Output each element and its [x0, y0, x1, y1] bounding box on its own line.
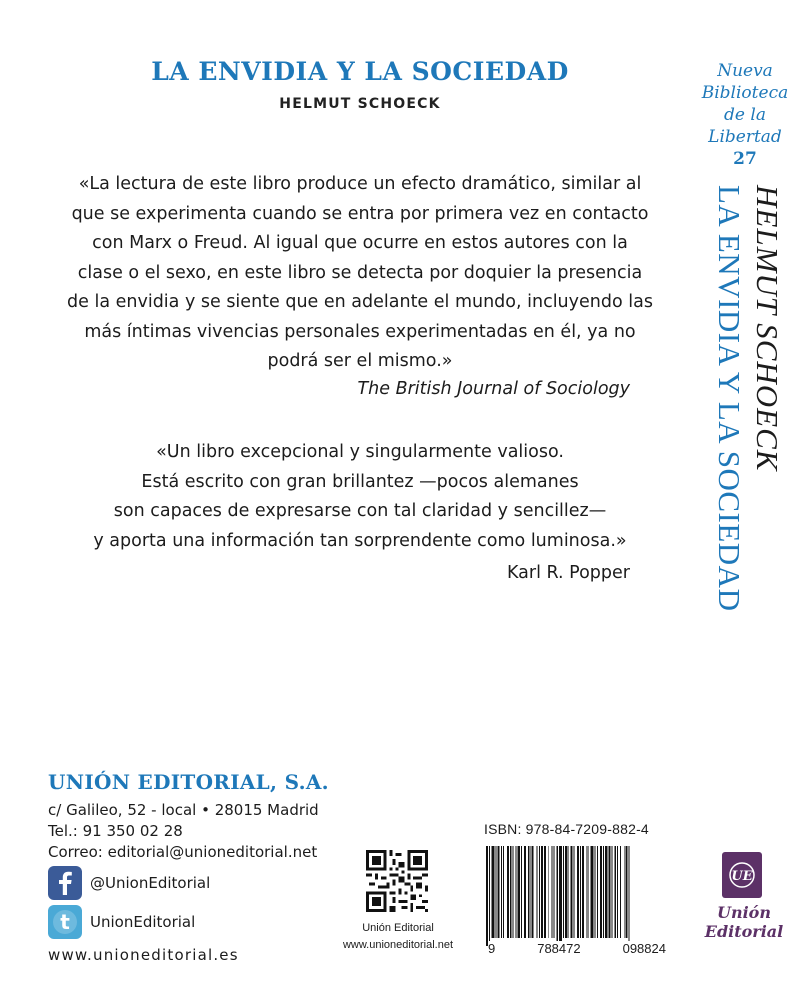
- barcode-bar: [571, 846, 573, 938]
- barcode-bar: [517, 846, 520, 938]
- series-line: de la: [724, 105, 766, 125]
- publisher-email: Correo: editorial@unioneditorial.net: [48, 843, 318, 861]
- series-line: Libertad: [708, 127, 782, 147]
- barcode-bar: [541, 846, 543, 938]
- quote-line: podrá ser el mismo.»: [267, 351, 453, 371]
- qr-caption-name: Unión Editorial: [362, 922, 434, 934]
- barcode-bar: [629, 846, 630, 946]
- barcode-bar: [532, 846, 534, 938]
- barcode-digit-group1: 788472: [537, 941, 581, 956]
- spine-author: HELMUT SCHOECK: [750, 185, 785, 472]
- barcode-bar: [489, 846, 490, 946]
- barcode-bar: [528, 846, 529, 938]
- spine-text: [702, 185, 792, 660]
- quote-source-popper: Karl R. Popper: [507, 563, 630, 583]
- quote-line: y aporta una información tan sorprendente como luminosa.»: [93, 530, 627, 551]
- barcode-bar: [609, 846, 611, 938]
- quote-line: clase o el sexo, en este libro se detecta por doquier la presencia: [77, 262, 643, 283]
- barcode-bar: [586, 846, 587, 938]
- barcode-bar: [510, 846, 512, 938]
- barcode-bar: [591, 846, 594, 938]
- facebook-icon: [48, 866, 82, 900]
- twitter-row[interactable]: [48, 905, 195, 939]
- quote-line: más íntimas vivencias personales experimentadas en él, ya no: [84, 321, 636, 342]
- spine-title: LA ENVIDIA Y LA SOCIEDAD: [712, 185, 747, 612]
- barcode-bar: [600, 846, 602, 938]
- barcode-bar: [521, 846, 522, 938]
- barcode-bar: [582, 846, 584, 938]
- book-author: HELMUT SCHOECK: [279, 96, 441, 112]
- facebook-handle[interactable]: @UnionEditorial: [90, 874, 211, 892]
- barcode-bar: [544, 846, 546, 938]
- logo-line-1: Unión: [717, 903, 771, 922]
- quote-line: con Marx o Freud. Al igual que ocurre en estos autores con la: [92, 233, 628, 253]
- barcode-bar: [497, 846, 499, 938]
- barcode-bar: [597, 846, 598, 938]
- barcode-bar: [513, 846, 514, 938]
- barcode-bar: [553, 846, 554, 938]
- barcode-bar: [515, 846, 516, 938]
- barcode-bar: [507, 846, 509, 938]
- barcode-bar: [573, 846, 574, 938]
- barcode-bar: [577, 846, 579, 938]
- qr-code: [366, 850, 428, 912]
- barcode-bar: [559, 846, 562, 946]
- barcode-bar: [568, 846, 569, 938]
- barcode-bar: [501, 846, 502, 938]
- quote-line: «Un libro excepcional y singularmente valioso.: [156, 442, 564, 462]
- quote-line: Está escrito con gran brillantez —pocos alemanes: [141, 471, 579, 492]
- barcode-bar: [563, 846, 564, 938]
- publisher-name: UNIÓN EDITORIAL, S.A.: [48, 770, 329, 794]
- twitter-icon: [48, 905, 82, 939]
- twitter-handle[interactable]: UnionEditorial: [90, 913, 196, 931]
- quote-line: «La lectura de este libro produce un efecto dramático, similar al: [78, 174, 642, 194]
- quote-source-british-journal: The British Journal of Sociology: [357, 379, 630, 399]
- series-line: Biblioteca: [701, 83, 789, 103]
- publisher-phone: Tel.: 91 350 02 28: [48, 822, 183, 840]
- barcode-bar: [548, 846, 549, 938]
- qr-caption-url: www.unioneditorial.net: [342, 939, 454, 951]
- facebook-row[interactable]: [48, 866, 210, 900]
- barcode-bar: [594, 846, 595, 938]
- publisher-address: c/ Galileo, 52 - local • 28015 Madrid: [48, 801, 319, 819]
- barcode-digits: [488, 941, 666, 956]
- spine-rotated: [702, 185, 792, 660]
- book-title: LA ENVIDIA Y LA SOCIEDAD: [151, 57, 569, 86]
- series-line: Nueva: [717, 61, 773, 81]
- quote-british-journal: [60, 170, 660, 377]
- series-number: 27: [733, 149, 757, 169]
- barcode-bar: [588, 846, 589, 938]
- logo-mark: UE: [731, 869, 753, 884]
- quote-popper: [60, 438, 660, 556]
- quote-line: que se experimenta cuando se entra por primera vez en contacto: [71, 203, 649, 224]
- barcode-bar: [503, 846, 504, 938]
- publisher-logo-icon: [722, 852, 762, 898]
- barcode-bar: [486, 846, 488, 946]
- barcode-bar: [580, 846, 581, 938]
- barcode-bar: [617, 846, 618, 938]
- barcode-bar: [614, 846, 616, 938]
- barcode-bar: [565, 846, 567, 938]
- barcode-bar: [626, 846, 628, 938]
- isbn-barcode: [484, 846, 668, 946]
- barcode-bar: [536, 846, 537, 938]
- quote-line: de la envidia y se siente que en adelante el mundo, incluyendo las: [67, 292, 653, 312]
- barcode-bar: [524, 846, 526, 938]
- barcode-bar: [530, 846, 531, 938]
- barcode-bar: [624, 846, 625, 938]
- barcode-bar: [620, 846, 621, 938]
- series-label: [690, 60, 794, 170]
- barcode-bar: [556, 846, 558, 946]
- barcode-digit-group2: 098824: [622, 941, 666, 956]
- svg-text:t: t: [60, 910, 70, 934]
- barcode-bar: [496, 846, 497, 938]
- isbn-text: ISBN: 978-84-7209-882-4: [484, 821, 649, 837]
- barcode-bar: [611, 846, 612, 938]
- barcode-bar: [552, 846, 553, 938]
- publisher-website[interactable]: www.unioneditorial.es: [48, 946, 239, 964]
- quote-line: son capaces de expresarse con tal claridad y sencillez—: [113, 501, 607, 521]
- barcode-bar: [603, 846, 604, 938]
- barcode-bar: [492, 846, 495, 938]
- barcode-bar: [605, 846, 608, 938]
- barcode-bar: [539, 846, 540, 938]
- logo-line-2: Editorial: [704, 922, 784, 941]
- barcode-digit-first: 9: [488, 941, 496, 956]
